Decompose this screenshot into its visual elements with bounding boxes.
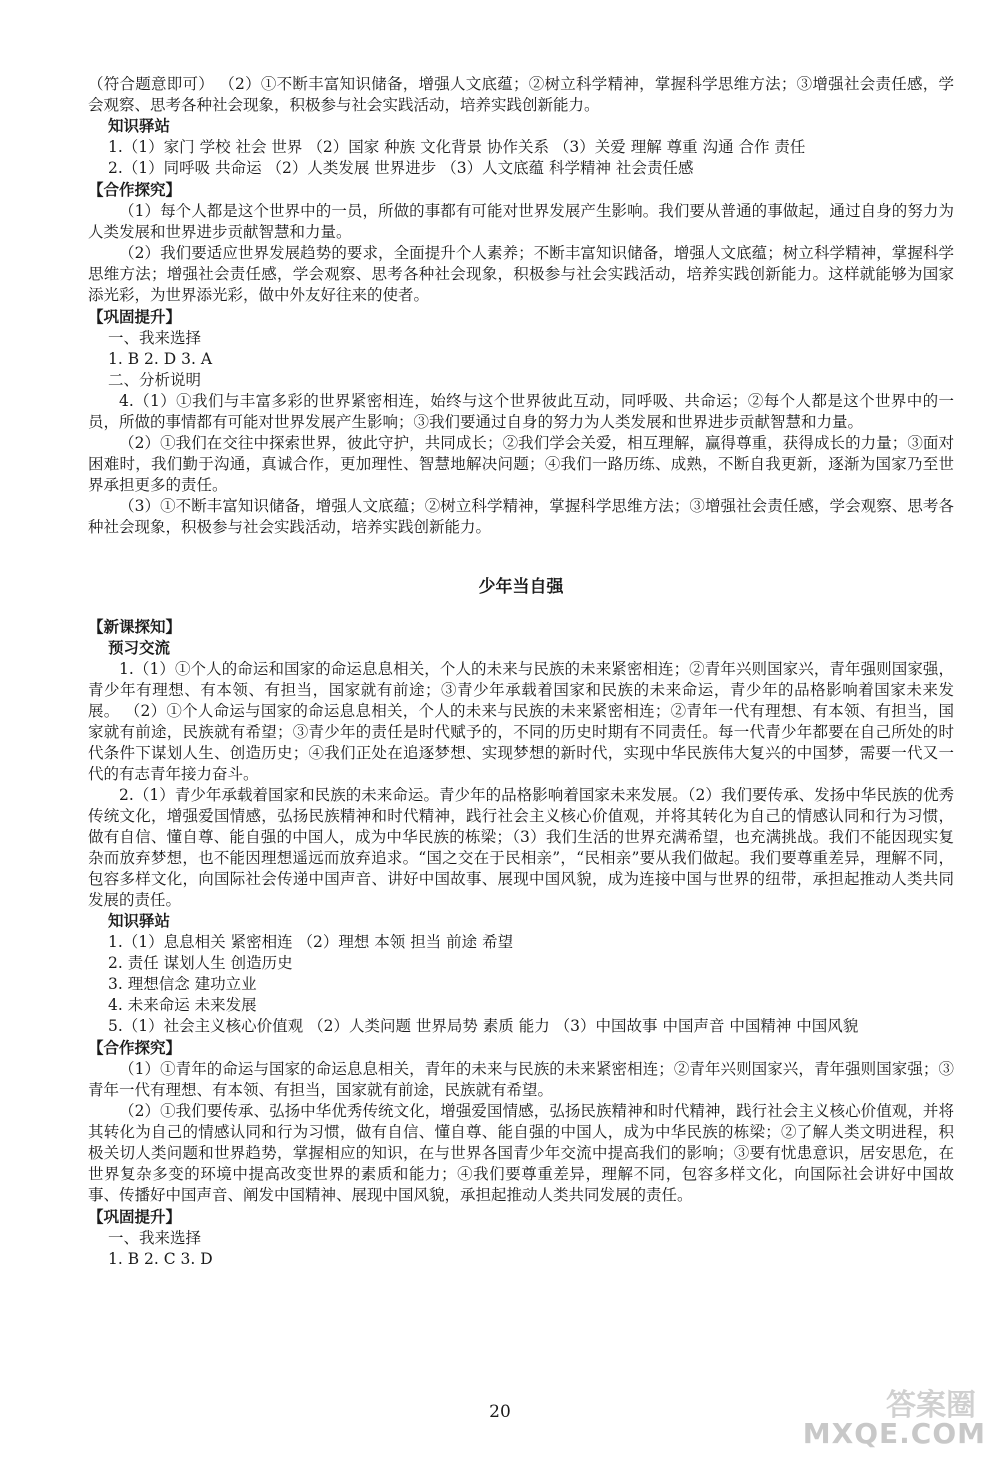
paragraph: （符合题意即可） （2）①不断丰富知识储备，增强人文底蕴；②树立科学精神，掌握科学思维方法；③增强社会责任感，学会观察、思考各种社会现象，积极参与社会实践活动，培养实践创新能力。	[88, 75, 954, 114]
consolidate-heading: 【巩固提升】	[88, 1208, 182, 1226]
paragraph: 2.（1）青少年承载着国家和民族的未来命运。青少年的品格影响着国家未来发展。（2）我们要传承、发扬中华民族的优秀传统文化，增强爱国情感，弘扬民族精神和时代精神，践行社会主义核心价值观，并将其转化为自己的情感认同和行为习惯，做有自信、懂自尊、能自强的中国人，成为中华民族的栋梁；（3）我们生活的世界充满希望，也充满挑战。我们不能因现实复杂而放弃梦想，也不能因理想遥远而放弃追求。“国之交在于民相亲”，“民相亲”要从我们做起。我们要尊重差异，理解不同，包容多样文化，向国际社会传递中国声音、讲好中国故事、展现中国风貌，成为连接中国与世界的纽带，承担起推动人类共同发展的责任。	[88, 786, 954, 909]
paragraph: （2）①我们要传承、弘扬中华优秀传统文化，增强爱国情感，弘扬民族精神和时代精神，践行社会主义核心价值观，并将其转化为自己的情感认同和行为习惯，做有自信、懂自尊、能自强的中国人，成为中华民族的栋梁；②了解人类文明进程，积极关切人类问题和世界趋势，掌握相应的知识，在与世界各国青少年交流中提高我们的影响；③要有忧患意识，居安思危，在世界复杂多变的环境中提高改变世界的素质和能力；④我们要尊重差异，理解不同，包容多样文化，向国际社会讲好中国故事、传播好中国声音、阐发中国精神、展现中国风貌，承担起推动人类共同发展的责任。	[88, 1102, 954, 1204]
page-number: 20	[489, 1402, 511, 1422]
choice-answers: 1. B 2. C 3. D	[108, 1250, 213, 1268]
choice-heading: 一、我来选择	[108, 1229, 202, 1247]
knowledge-station-heading: 知识驿站	[108, 117, 171, 135]
watermark-logo-icon: 答案圈	[886, 1388, 976, 1423]
analysis-heading: 二、分析说明	[108, 371, 202, 389]
cooperation-heading: 【合作探究】	[88, 181, 182, 199]
knowledge-item: 3. 理想信念 建功立业	[108, 975, 257, 993]
knowledge-station-heading: 知识驿站	[108, 912, 171, 930]
section-title: 少年当自强	[478, 577, 564, 597]
paragraph: （3）①不断丰富知识储备，增强人文底蕴；②树立科学精神，掌握科学思维方法；③增强社会责任感，学会观察、思考各种社会现象，积极参与社会实践活动，培养实践创新能力。	[88, 497, 954, 536]
watermark	[786, 1380, 986, 1450]
new-lesson-heading: 【新课探知】	[88, 618, 182, 636]
knowledge-item: 1.（1）息息相关 紧密相连 （2）理想 本领 担当 前途 希望	[108, 933, 514, 951]
knowledge-item: 1.（1）家门 学校 社会 世界 （2）国家 种族 文化背景 协作关系 （3）关爱 理解 尊重 沟通 合作 责任	[108, 138, 806, 156]
watermark-text: MXQE.COM	[802, 1417, 986, 1450]
knowledge-item: 2.（1）同呼吸 共命运 （2）人类发展 世界进步 （3）人文底蕴 科学精神 社会责任感	[108, 159, 694, 177]
choice-answers: 1. B 2. D 3. A	[108, 350, 213, 368]
cooperation-heading: 【合作探究】	[88, 1039, 182, 1057]
knowledge-item: 4. 未来命运 未来发展	[108, 996, 257, 1014]
choice-heading: 一、我来选择	[108, 329, 202, 347]
consolidate-heading: 【巩固提升】	[88, 308, 182, 326]
preview-heading: 预习交流	[108, 639, 171, 657]
answer-page	[88, 74, 954, 1270]
paragraph: （2）①我们在交往中探索世界，彼此守护，共同成长；②我们学会关爱，相互理解，赢得尊重，获得成长的力量；③面对困难时，我们勤于沟通，真诚合作，更加理性、智慧地解决问题；④我们一路历练、成熟，不断自我更新，逐渐为国家乃至世界承担更多的责任。	[88, 434, 954, 494]
knowledge-item: 5.（1）社会主义核心价值观 （2）人类问题 世界局势 素质 能力 （3）中国故事 中国声音 中国精神 中国风貌	[108, 1017, 859, 1035]
paragraph: （1）①青年的命运与国家的命运息息相关，青年的未来与民族的未来紧密相连；②青年兴则国家兴，青年强则国家强；③青年一代有理想、有本领、有担当，国家就有前途，民族就有希望。	[88, 1060, 954, 1099]
paragraph: （2）我们要适应世界发展趋势的要求，全面提升个人素养；不断丰富知识储备，增强人文底蕴；树立科学精神，掌握科学思维方法；增强社会责任感，学会观察、思考各种社会现象，积极参与社会实践活动，培养实践创新能力。这样就能够为国家添光彩，为世界添光彩，做中外友好往来的使者。	[88, 244, 954, 304]
paragraph: （1）每个人都是这个世界中的一员，所做的事都有可能对世界发展产生影响。我们要从普通的事做起，通过自身的努力为人类发展和世界进步贡献智慧和力量。	[88, 202, 954, 241]
knowledge-item: 2. 责任 谋划人生 创造历史	[108, 954, 293, 972]
paragraph: 1.（1）①个人的命运和国家的命运息息相关，个人的未来与民族的未来紧密相连；②青年兴则国家兴，青年强则国家强，青少年有理想、有本领、有担当，国家就有前途；③青少年承载着国家和民族的未来命运，青少年的品格影响着国家未来发展。 （2）①个人命运与国家的命运息息相关，个人的未来与民族的未来紧密相连；②青年一代有理想、有本领、有担当，国家就有前途，民族就有希望；③青少年的责任是时代赋予的，不同的历史时期有不同责任。每一代青少年都要在自己所处的时代条件下谋划人生、创造历史；④我们正处在追逐梦想、实现梦想的新时代，实现中华民族伟大复兴的中国梦，需要一代又一代的有志青年接力奋斗。	[88, 660, 954, 783]
paragraph: 4.（1）①我们与丰富多彩的世界紧密相连，始终与这个世界彼此互动，同呼吸、共命运；②每个人都是这个世界中的一员，所做的事情都有可能对世界发展产生影响；③我们要通过自身的努力为人类发展和世界进步贡献智慧和力量。	[88, 392, 954, 431]
